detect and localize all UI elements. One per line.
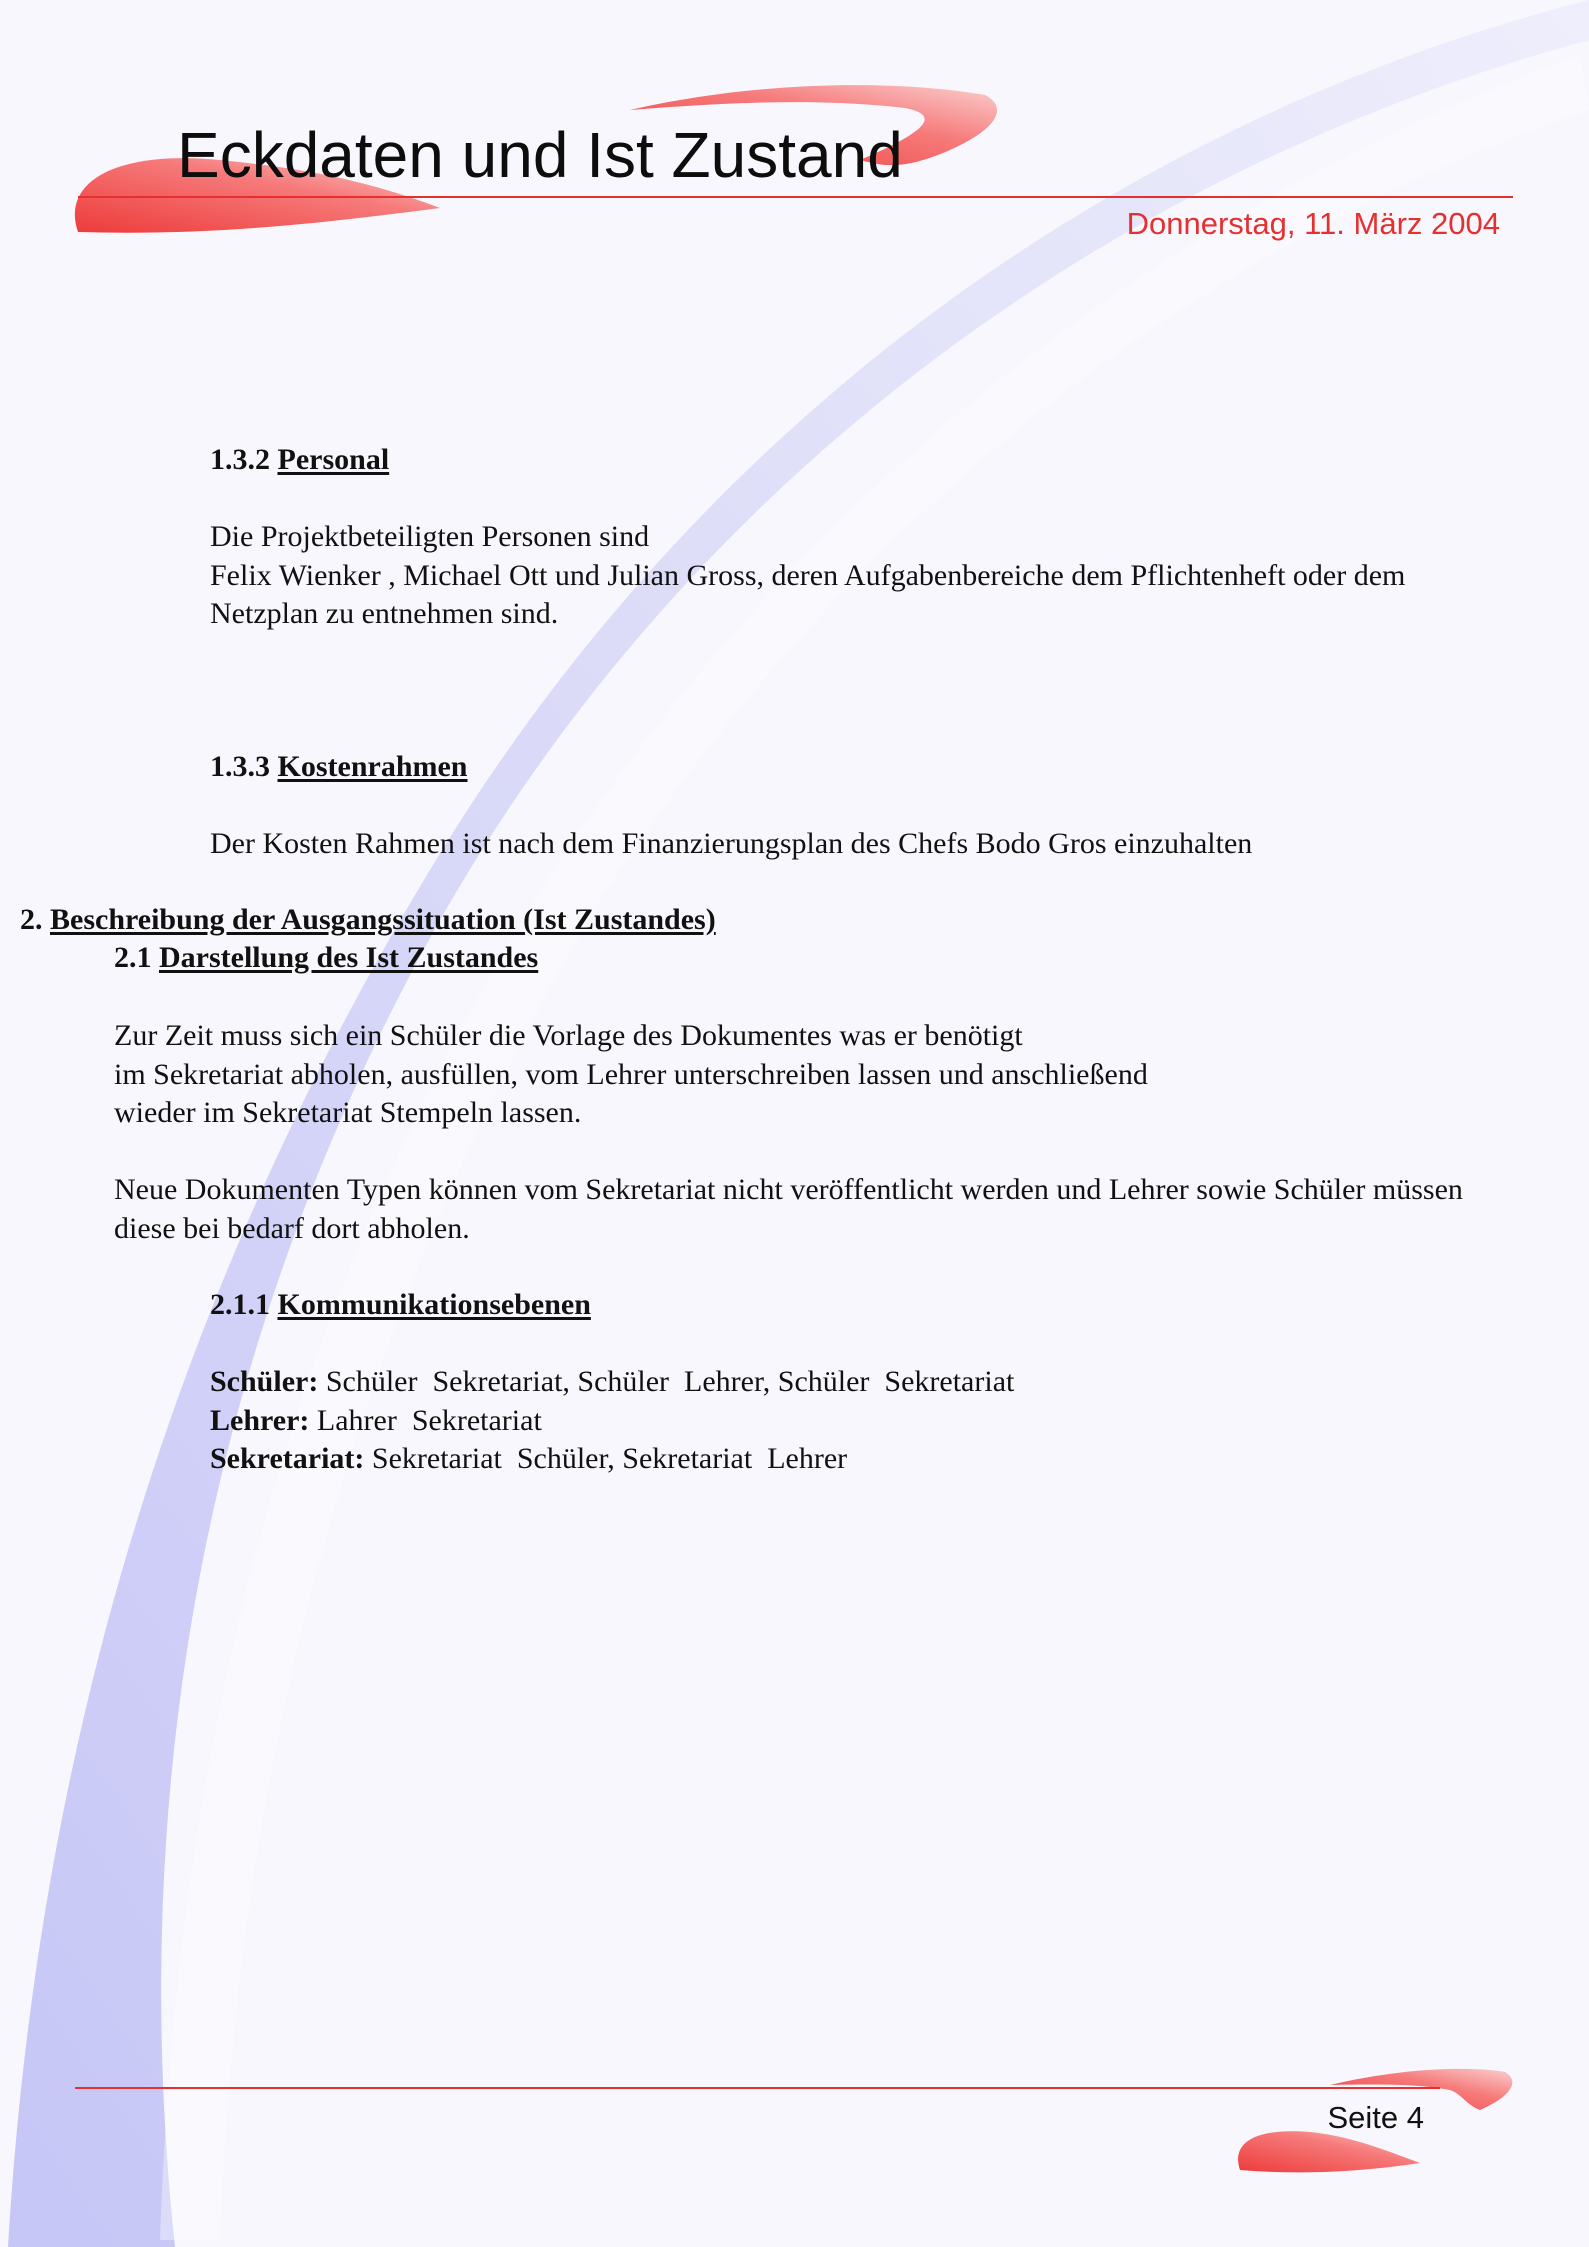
paragraph-line: Felix Wienker , Michael Ott und Julian Gross, deren Aufgabenbereiche dem Pflichtenheft oder dem — [210, 558, 1406, 592]
section-number: 2. — [20, 903, 43, 936]
section-heading-personal — [210, 443, 389, 477]
section-title: Kommunikationsebenen — [277, 1288, 591, 1321]
footer-rule — [75, 2087, 1440, 2089]
row-label: Sekretariat: — [210, 1442, 365, 1475]
paragraph-line: Die Projektbeteiligten Personen sind — [210, 520, 650, 553]
section-number: 2.1 — [114, 941, 152, 974]
paragraph-line: Zur Zeit muss sich ein Schüler die Vorlage des Dokumentes was er benötigt — [114, 1019, 1023, 1052]
paragraph-line: Netzplan zu entnehmen sind. — [210, 597, 559, 630]
paragraph-line: wieder im Sekretariat Stempeln lassen. — [114, 1096, 582, 1129]
section-number: 1.3.2 — [210, 443, 270, 476]
section-title: Personal — [277, 443, 390, 476]
paragraph-line: im Sekretariat abholen, ausfüllen, vom Lehrer unterschreiben lassen und anschließend — [114, 1057, 1148, 1091]
section-number: 2.1.1 — [210, 1288, 270, 1321]
kommunikation-row — [210, 1363, 1014, 1402]
kosten-paragraph — [210, 825, 1252, 864]
paragraph-line: Der Kosten Rahmen ist nach dem Finanzierungsplan des Chefs Bodo Gros einzuhalten — [210, 827, 1253, 860]
kommunikation-row — [210, 1440, 1014, 1479]
page-number: Seite 4 — [1327, 2100, 1424, 2135]
section-number: 1.3.3 — [210, 750, 270, 783]
section-heading-beschreibung — [20, 903, 716, 937]
paragraph-line: Neue Dokumenten Typen können vom Sekretariat nicht veröffentlicht werden und Lehrer sowie Schüler müssen — [114, 1173, 1463, 1206]
row-label: Schüler: — [210, 1365, 319, 1398]
personal-paragraph — [210, 518, 1405, 634]
paragraph-line: diese bei bedarf dort abholen. — [114, 1211, 470, 1245]
section-title: Beschreibung der Ausgangssituation (Ist Zustandes) — [50, 903, 716, 936]
page-title: Eckdaten und Ist Zustand — [177, 119, 903, 191]
header-date: Donnerstag, 11. März 2004 — [1126, 206, 1500, 241]
footer-swoosh-left — [1238, 2131, 1420, 2172]
kommunikation-list — [210, 1363, 1014, 1479]
header-rule — [78, 196, 1513, 198]
row-text: Sekretariat Schüler, Sekretariat Lehrer — [364, 1442, 848, 1475]
kommunikation-row — [210, 1402, 1014, 1441]
section-heading-darstellung — [114, 941, 538, 975]
darstellung-paragraph-2 — [114, 1171, 1463, 1248]
section-heading-kommunikation — [210, 1288, 591, 1322]
row-text: Schüler Sekretariat, Schüler Lehrer, Schüler Sekretariat — [318, 1365, 1015, 1398]
darstellung-paragraph-1 — [114, 1017, 1148, 1133]
section-title: Darstellung des Ist Zustandes — [159, 941, 539, 974]
section-title: Kostenrahmen — [277, 750, 468, 783]
row-text: Lahrer Sekretariat — [309, 1403, 542, 1437]
row-label: Lehrer: — [210, 1403, 310, 1437]
section-heading-kostenrahmen — [210, 750, 468, 784]
